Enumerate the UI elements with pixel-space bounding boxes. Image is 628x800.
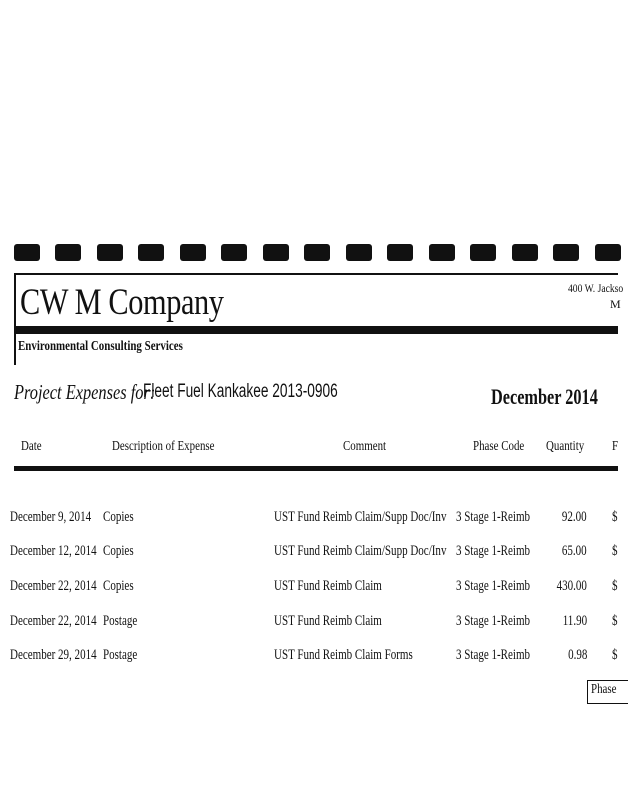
row-truncated: $	[612, 613, 618, 629]
row-quantity: 92.00	[562, 509, 587, 525]
row-comment: UST Fund Reimb Claim/Supp Doc/Inv	[274, 543, 447, 559]
row-truncated: $	[612, 509, 618, 525]
row-comment: UST Fund Reimb Claim	[274, 613, 382, 629]
company-services: Environmental Consulting Services	[18, 339, 183, 354]
company-address-line2: M	[610, 297, 621, 311]
header-quantity: Quantity	[546, 439, 585, 454]
letterhead	[14, 273, 624, 369]
row-date: December 12, 2014	[10, 543, 97, 559]
row-description: Copies	[103, 509, 134, 525]
header-phase-code: Phase Code	[473, 439, 525, 454]
company-address-line1: 400 W. Jackso	[568, 281, 624, 295]
header-date: Date	[21, 439, 42, 454]
phase-total-label: Phase	[591, 682, 617, 697]
project-label: Project Expenses for:	[14, 380, 156, 404]
report-month: December 2014	[491, 384, 598, 409]
header-description: Description of Expense	[112, 439, 215, 454]
row-date: December 22, 2014	[10, 578, 97, 594]
row-comment: UST Fund Reimb Claim	[274, 578, 382, 594]
row-phase: 3 Stage 1-Reimb	[456, 613, 531, 629]
row-description: Copies	[103, 543, 134, 559]
row-comment: UST Fund Reimb Claim Forms	[274, 647, 413, 663]
row-comment: UST Fund Reimb Claim/Supp Doc/Inv	[274, 509, 447, 525]
row-phase: 3 Stage 1-Reimb	[456, 509, 531, 525]
phase-total-box	[587, 680, 628, 704]
letterhead-thick-rule	[14, 326, 618, 334]
row-truncated: $	[612, 647, 618, 663]
letterhead-top-rule	[14, 273, 618, 275]
row-description: Copies	[103, 578, 134, 594]
row-phase: 3 Stage 1-Reimb	[456, 543, 531, 559]
row-truncated: $	[612, 543, 618, 559]
row-quantity: 430.00	[556, 578, 587, 594]
letterhead-left-rule	[14, 273, 16, 365]
row-quantity: 11.90	[562, 613, 587, 629]
row-truncated: $	[612, 578, 618, 594]
dashed-border	[14, 244, 618, 262]
company-name: CW M Company	[20, 282, 224, 323]
row-description: Postage	[103, 613, 138, 629]
row-phase: 3 Stage 1-Reimb	[456, 578, 531, 594]
row-quantity: 65.00	[562, 543, 587, 559]
project-name: Fleet Fuel Kankakee 2013-0906	[143, 381, 338, 402]
header-comment: Comment	[343, 439, 387, 454]
header-rule	[14, 466, 618, 471]
row-date: December 29, 2014	[10, 647, 97, 663]
row-quantity: 0.98	[567, 647, 587, 663]
row-phase: 3 Stage 1-Reimb	[456, 647, 531, 663]
row-description: Postage	[103, 647, 138, 663]
row-date: December 22, 2014	[10, 613, 97, 629]
header-truncated: F	[612, 439, 619, 454]
row-date: December 9, 2014	[10, 509, 92, 525]
